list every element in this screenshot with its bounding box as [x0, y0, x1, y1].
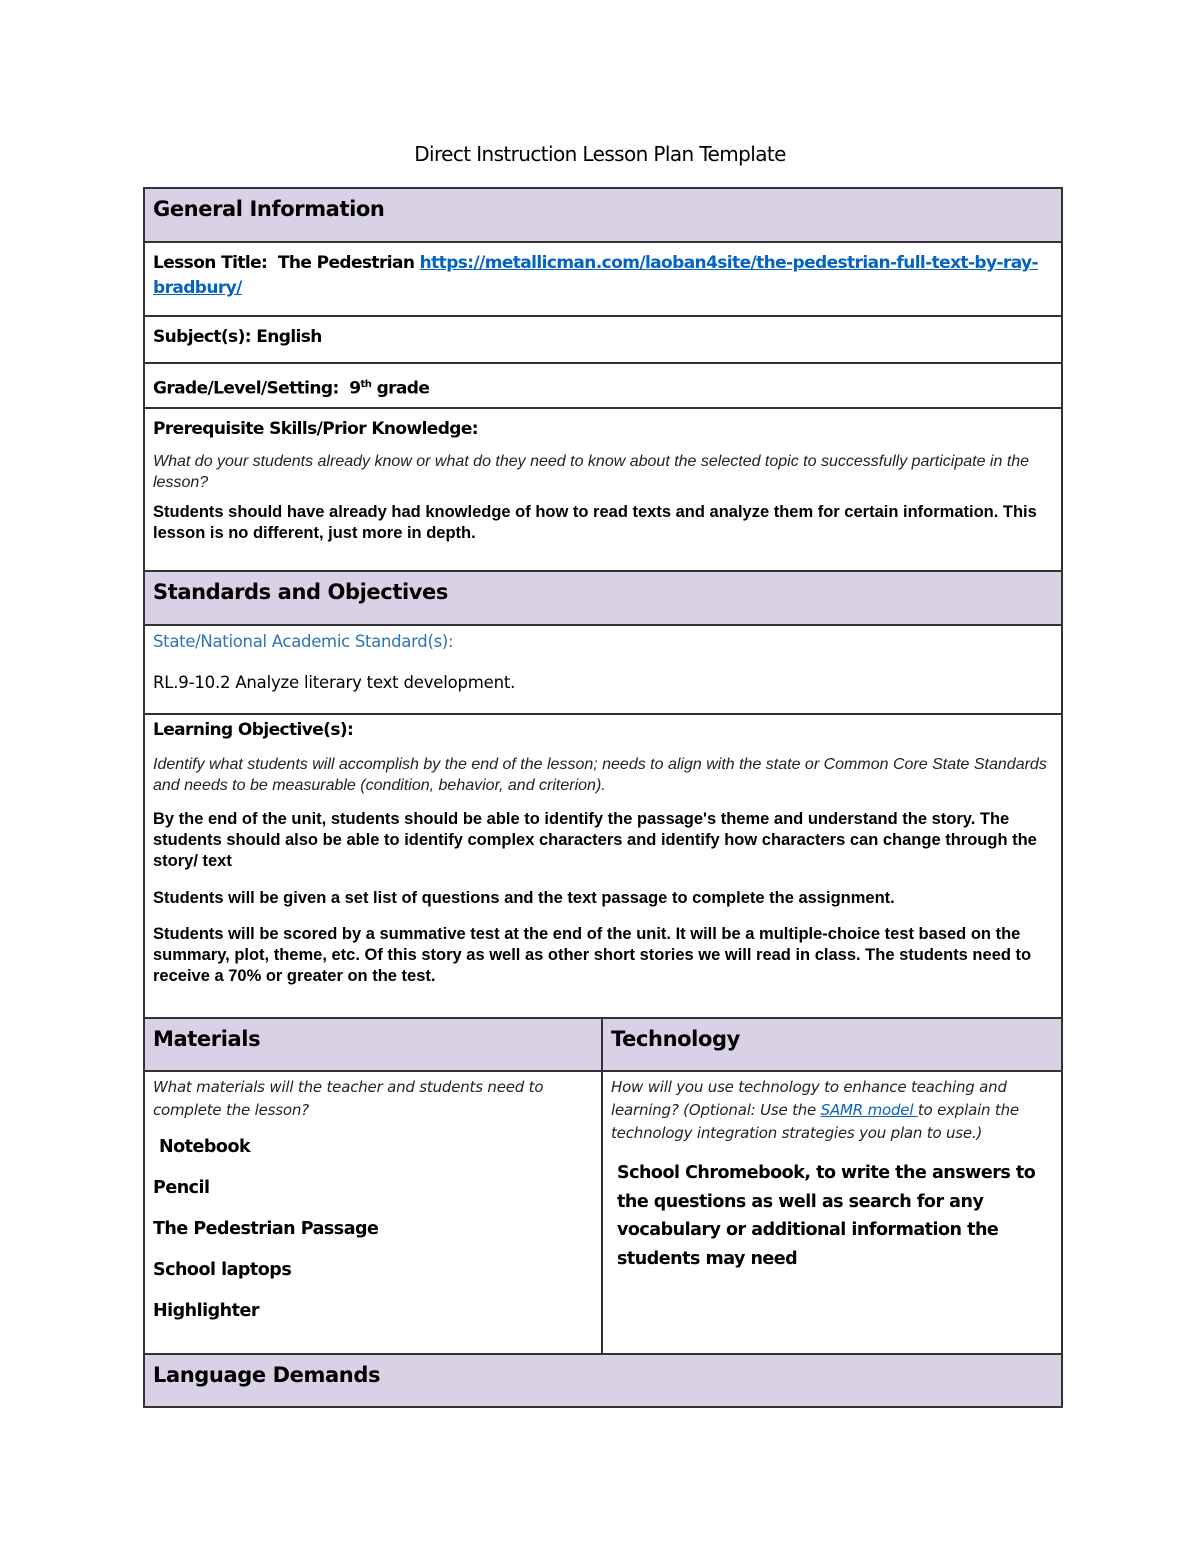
lesson-title-row: [144, 242, 1062, 316]
prerequisite-answer: Students should have already had knowledge of how to read texts and analyze them for certain information. This lesson is no different, just more in depth.: [153, 503, 1037, 542]
material-item: Highlighter: [153, 1301, 259, 1321]
grade-label: Grade/Level/Setting:: [153, 378, 339, 399]
materials-header: [144, 1018, 602, 1071]
lesson-text-link[interactable]: https://metallicman.com/laoban4site/the-pedestrian-full-text-by-ray-bradbury/: [153, 253, 1038, 298]
objectives-prompt: Identify what students will accomplish by the end of the lesson; needs to align with the state or Common Core State Standards and needs to be measurable (condition, behavior, and criterion).: [153, 756, 1047, 794]
standard-label: State/National Academic Standard(s):: [153, 632, 454, 651]
objective-answer: Students will be scored by a summative test at the end of the unit. It will be a multiple-choice test based on the summary, plot, theme, etc. Of this story as well as other short stories we will read in class. The students need to receive a 70% or greater on the test.: [153, 925, 1032, 985]
lesson-plan-table: [143, 187, 1063, 1408]
lesson-title-line: [153, 251, 1053, 301]
samr-model-link[interactable]: SAMR model: [820, 1101, 918, 1119]
objective-answer: By the end of the unit, students should be able to identify the passage's theme and understand the story. The students should also be able to identify complex characters and identify how characters can change through the story/ text: [153, 810, 1037, 870]
prerequisite-label: Prerequisite Skills/Prior Knowledge:: [153, 419, 478, 439]
lesson-title-label: Lesson Title:: [153, 253, 268, 273]
materials-title: Materials: [153, 1027, 261, 1051]
language-demands-header: [144, 1354, 1062, 1407]
technology-prompt-end: to explain the technology integration strategies you plan to use.): [611, 1101, 1019, 1142]
technology-prompt: [611, 1076, 1053, 1145]
material-item: Notebook: [159, 1137, 251, 1157]
prerequisite-prompt: What do your students already know or what do they need to know about the selected topic to successfully participate in the lesson?: [153, 453, 1030, 491]
standards-title: Standards and Objectives: [153, 580, 448, 604]
technology-header: [602, 1018, 1062, 1071]
objectives-label: Learning Objective(s):: [153, 720, 354, 740]
materials-prompt: What materials will the teacher and students need to complete the lesson?: [153, 1078, 544, 1119]
objective-answer: Students will be given a set list of questions and the text passage to complete the assignment.: [153, 889, 895, 907]
language-demands-title: Language Demands: [153, 1363, 381, 1387]
standard-text: RL.9-10.2 Analyze literary text development.: [153, 673, 516, 692]
grade-word: grade: [376, 378, 430, 399]
standards-row: [144, 625, 1062, 714]
objectives-row: [144, 714, 1062, 1018]
material-item: The Pedestrian Passage: [153, 1219, 379, 1239]
grade-row: [144, 363, 1062, 408]
technology-prompt-start: How will you use technology to enhance teaching and learning? (Optional: Use the: [611, 1078, 1007, 1119]
technology-cell: [602, 1071, 1062, 1354]
standards-header: [144, 571, 1062, 625]
grade-number: 9: [349, 378, 361, 399]
material-item: Pencil: [153, 1178, 210, 1198]
lesson-title-value: The Pedestrian: [277, 253, 415, 273]
grade-line: [153, 372, 1053, 402]
technology-title: Technology: [611, 1027, 740, 1051]
prerequisite-row: [144, 408, 1062, 571]
subject-row: [144, 316, 1062, 363]
technology-answer: School Chromebook, to write the answers to the questions as well as search for any vocabulary or additional information the students may need: [617, 1163, 1036, 1269]
general-information-header: [144, 188, 1062, 242]
grade-suffix: th: [360, 379, 372, 390]
material-item: School laptops: [153, 1260, 292, 1280]
subject-text: Subject(s): English: [153, 327, 322, 347]
page-title: Direct Instruction Lesson Plan Template: [414, 142, 786, 166]
general-information-title: General Information: [153, 197, 385, 221]
materials-cell: [144, 1071, 602, 1354]
